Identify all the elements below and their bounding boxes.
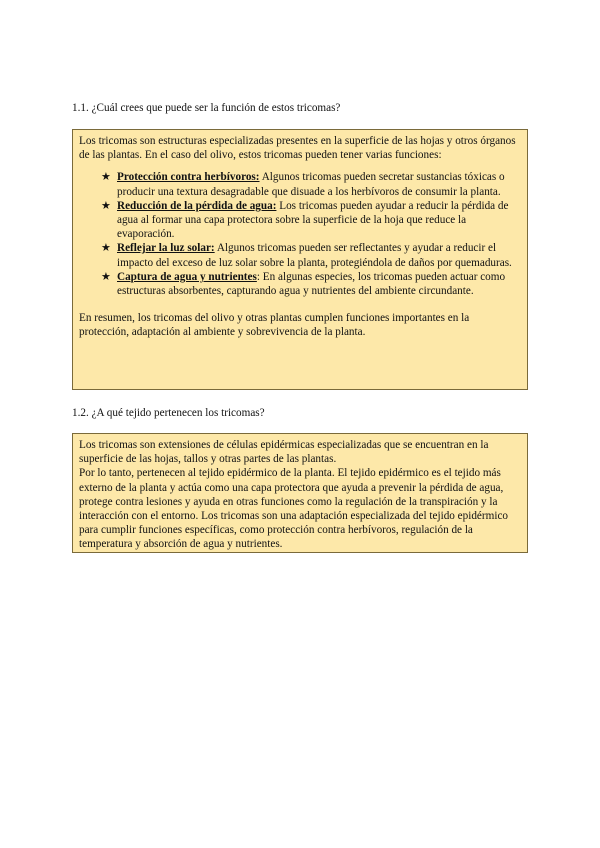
star-icon: ★ bbox=[101, 198, 111, 212]
question-1-2: 1.2. ¿A qué tejido pertenecen los tricomas? bbox=[72, 407, 265, 419]
answer-2-paragraph-1: Los tricomas son extensiones de células epidérmicas especializadas que se encuentran en la superficie de las hojas, tallos y otras partes de las plantas. bbox=[79, 439, 489, 466]
bullet-text: Algunos tricomas pueden ser reflectantes y ayudar a reducir el impacto del exceso de luz solar sobre la planta, protegiéndola de daños por quemaduras. bbox=[117, 242, 512, 269]
bullet-term: Captura de agua y nutrientes bbox=[117, 270, 257, 283]
bullet-text: Los tricomas pueden ayudar a reducir la pérdida de agua al formar una capa protectora sobre la superficie de la hoja que reduce la evaporación. bbox=[117, 199, 509, 241]
star-icon: ★ bbox=[101, 269, 111, 283]
bullet-term: Reflejar la luz solar: bbox=[117, 242, 215, 255]
list-item-herbivore-protection bbox=[79, 170, 521, 198]
list-item-water-capture bbox=[79, 270, 521, 298]
list-item-water-loss bbox=[79, 199, 521, 242]
list-item-sunlight bbox=[79, 241, 521, 269]
star-icon: ★ bbox=[101, 170, 111, 184]
bullet-term: Reducción de la pérdida de agua: bbox=[117, 199, 277, 212]
answer-box-1 bbox=[72, 129, 528, 390]
bullet-term: Protección contra herbívoros: bbox=[117, 171, 260, 184]
bullet-text: : En algunas especies, los tricomas pueden actuar como estructuras absorbentes, capturando agua y nutrientes del ambiente circundante. bbox=[117, 270, 506, 298]
answer-box-2 bbox=[72, 433, 528, 553]
star-icon: ★ bbox=[101, 241, 111, 255]
paragraph-spacer bbox=[79, 298, 521, 311]
answer-1-conclusion: En resumen, los tricomas del olivo y otras plantas cumplen funciones importantes en la protección, adaptación al ambiente y sobrevivencia de la planta. bbox=[79, 312, 470, 339]
question-1-1: 1.1. ¿Cuál crees que puede ser la función de estos tricomas? bbox=[72, 102, 341, 114]
answer-1-intro: Los tricomas son estructuras especializadas presentes en la superficie de las hojas y otros órganos de las plantas. En el caso del olivo, estos tricomas pueden tener varias funciones: bbox=[79, 135, 516, 162]
answer-2-paragraph-2: Por lo tanto, pertenecen al tejido epidérmico de la planta. El tejido epidérmico es el tejido más externo de la planta y actúa como una capa protectora que ayuda a prevenir la pérdida de agua, protege contra lesiones y ayuda en otras funciones como la regulación de la transpiración y la interacción con el entorno. Los tricomas son una adaptación especializada del tejido epidérmico para cumplir funciones específicas, como protección contra herbívoros, regulación de la temperatura y absorción de agua y nutrientes. bbox=[79, 467, 508, 551]
functions-list bbox=[79, 170, 521, 298]
bullet-text: Algunos tricomas pueden secretar sustancias tóxicas o producir una textura desagradable que disuade a los herbívoros de consumir la planta. bbox=[117, 171, 505, 198]
